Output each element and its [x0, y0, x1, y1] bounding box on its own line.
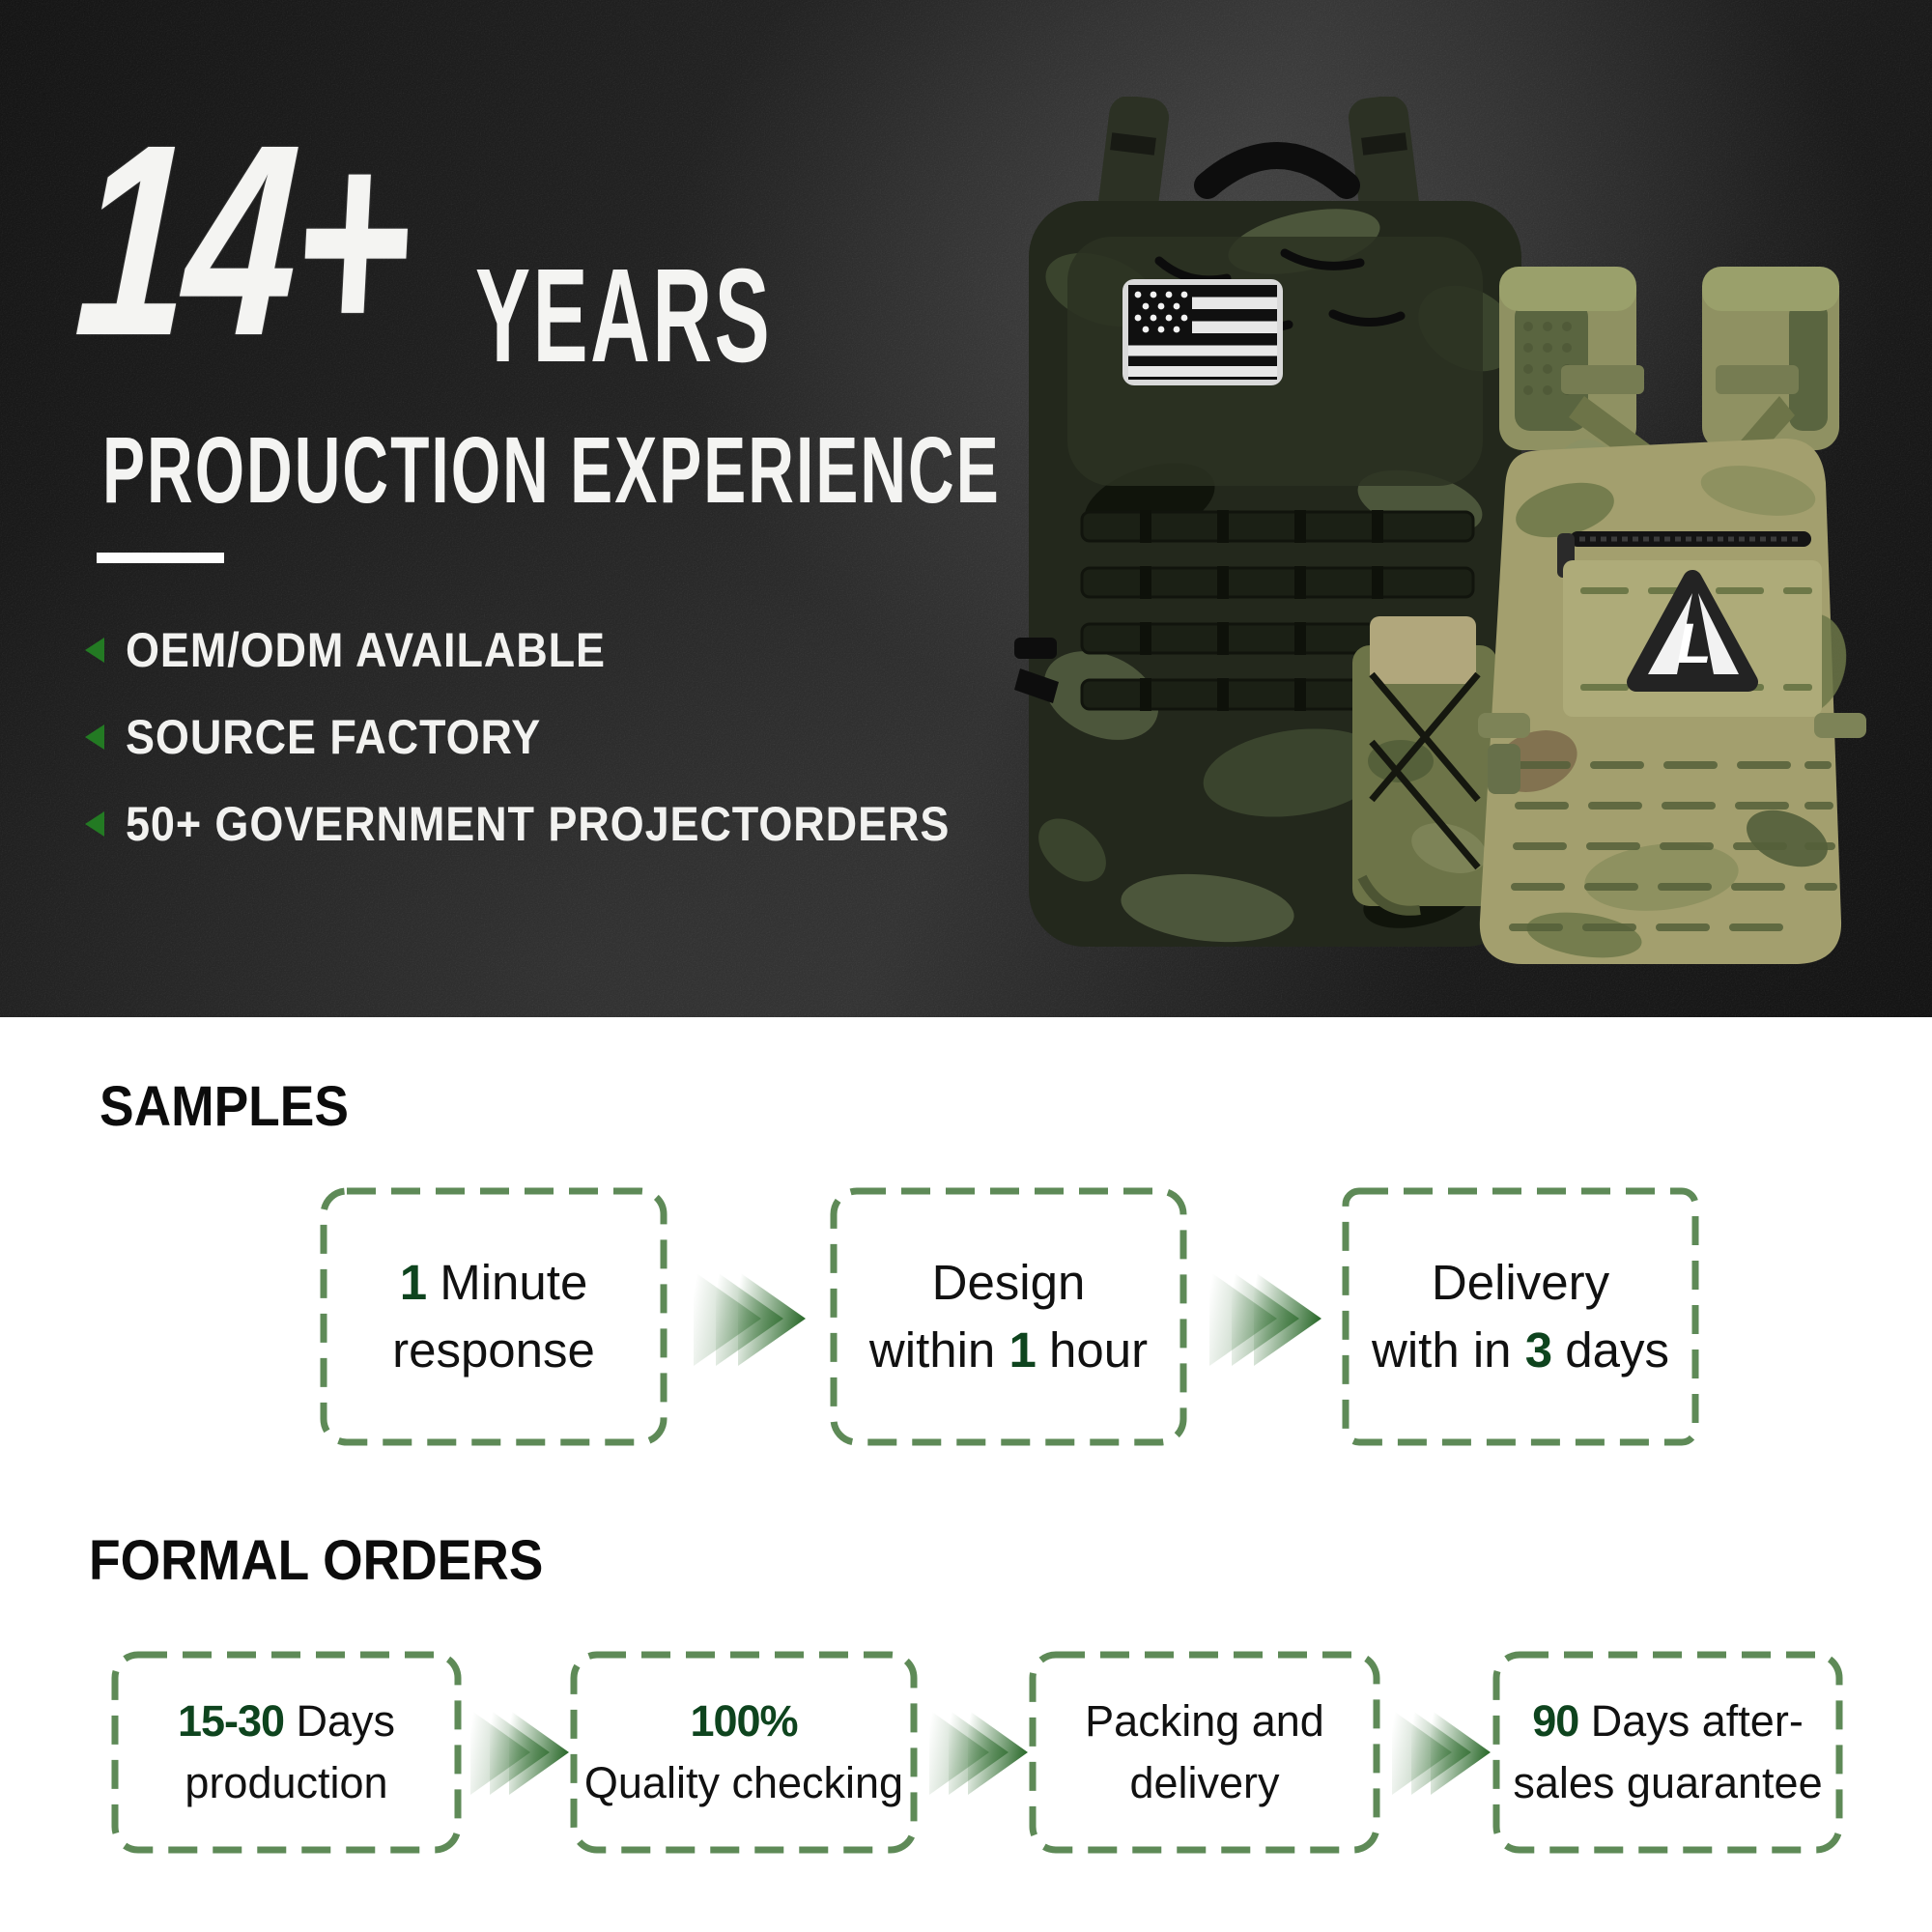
formal-step-production — [110, 1650, 463, 1855]
flow-arrow-icon — [1209, 1271, 1321, 1366]
step-text: Packing and delivery — [1085, 1696, 1324, 1807]
triangle-left-icon — [85, 724, 104, 750]
flow-arrow-icon — [470, 1710, 571, 1795]
step-text: 100% Quality checking — [583, 1696, 904, 1807]
bullet-label: OEM/ODM AVAILABLE — [126, 623, 606, 677]
sample-step-design — [829, 1186, 1188, 1447]
bullet-item-source-factory — [85, 710, 587, 764]
years-word: YEARS — [475, 242, 773, 390]
us-flag-patch — [1122, 279, 1283, 385]
flow-arrow-icon — [929, 1710, 1030, 1795]
backpack-handle — [1208, 156, 1347, 185]
step-text: 15-30 Days production — [177, 1696, 396, 1807]
bullet-item-government-orders — [85, 797, 1041, 851]
flow-arrow-icon — [694, 1271, 806, 1366]
svg-text:L: L — [1677, 612, 1712, 675]
hero-subtitle: PRODUCTION EXPERIENCE — [102, 417, 1001, 523]
divider-dash — [97, 553, 224, 563]
years-number: 14+ — [70, 88, 415, 392]
flow-arrow-icon — [1392, 1710, 1492, 1795]
formal-step-quality — [569, 1650, 919, 1855]
formal-step-guarantee — [1492, 1650, 1844, 1855]
magazine-pouch — [1352, 616, 1497, 911]
step-text: 90 Days after- sales guarantee — [1513, 1696, 1823, 1807]
sample-step-delivery — [1341, 1186, 1700, 1447]
bullet-label: 50+ GOVERNMENT PROJECTORDERS — [126, 797, 951, 851]
samples-heading: SAMPLES — [99, 1075, 349, 1138]
step-text: Design within 1 hour — [868, 1255, 1149, 1378]
bullet-item-oem — [85, 623, 659, 677]
step-text: Delivery with in 3 days — [1371, 1255, 1669, 1378]
sample-step-response — [319, 1186, 668, 1447]
formal-step-packing — [1028, 1650, 1381, 1855]
step-text: 1 Minute response — [392, 1255, 595, 1378]
triangle-left-icon — [85, 638, 104, 663]
formal-orders-heading: FORMAL ORDERS — [89, 1529, 544, 1592]
plate-carrier-vest-image — [1343, 259, 1889, 979]
bullet-label: SOURCE FACTORY — [126, 710, 542, 764]
triangle-left-icon — [85, 811, 104, 837]
